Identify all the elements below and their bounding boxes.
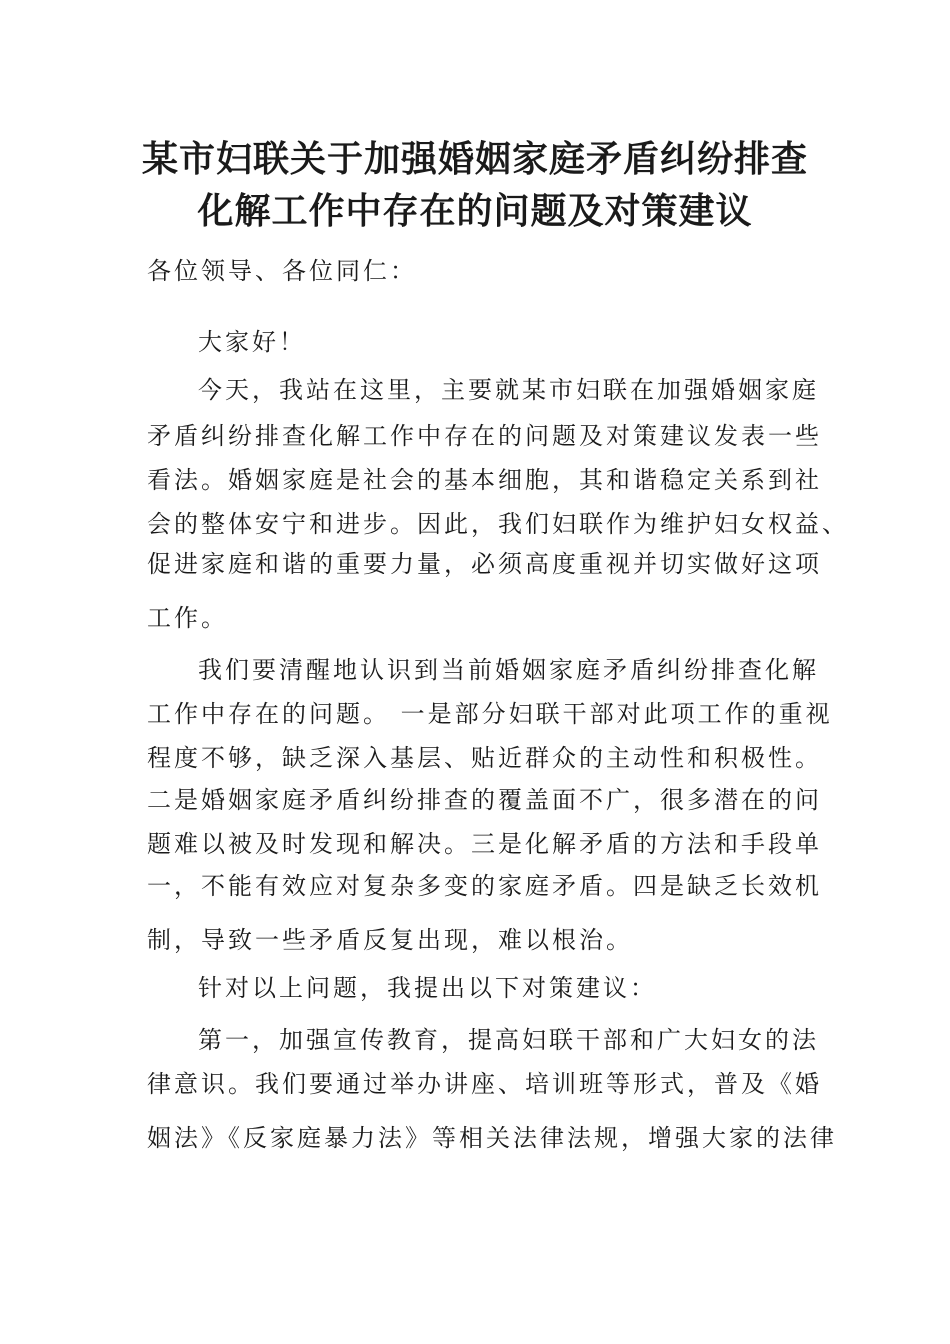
- paragraph-1-line-3: 看法。婚姻家庭是社会的基本细胞，其和谐稳定关系到社: [147, 466, 822, 494]
- paragraph-2-line-6: 一，不能有效应对复杂多变的家庭矛盾。四是缺乏长效机: [147, 872, 822, 900]
- salutation: 各位领导、各位同仁：: [147, 257, 417, 285]
- paragraph-1-line-6: 工作。: [147, 604, 228, 632]
- paragraph-1-line-4: 会的整体安宁和进步。因此，我们妇联作为维护妇女权益、: [147, 510, 849, 538]
- paragraph-2-line-2: 工作中存在的问题。 一是部分妇联干部对此项工作的重视: [147, 700, 833, 728]
- paragraph-1-line-5: 促进家庭和谐的重要力量，必须高度重视并切实做好这项: [147, 550, 822, 578]
- paragraph-3: 针对以上问题，我提出以下对策建议：: [198, 974, 657, 1002]
- paragraph-2-line-7: 制，导致一些矛盾反复出现，难以根治。: [147, 926, 633, 954]
- document-title-line-2: 化解工作中存在的问题及对策建议: [197, 191, 753, 232]
- paragraph-4-line-3: 姻法》《反家庭暴力法》等相关法律法规，增强大家的法律: [147, 1124, 837, 1152]
- paragraph-2-line-1: 我们要清醒地认识到当前婚姻家庭矛盾纠纷排查化解: [198, 656, 819, 684]
- paragraph-2-line-5: 题难以被及时发现和解决。三是化解矛盾的方法和手段单: [147, 830, 822, 858]
- paragraph-2-line-4: 二是婚姻家庭矛盾纠纷排查的覆盖面不广，很多潜在的问: [147, 786, 822, 814]
- paragraph-4-line-2: 律意识。我们要通过举办讲座、培训班等形式，普及《婚: [147, 1070, 822, 1098]
- paragraph-1-line-2: 矛盾纠纷排查化解工作中存在的问题及对策建议发表一些: [147, 422, 822, 450]
- document-title-line-1: 某市妇联关于加强婚姻家庭矛盾纠纷排查: [141, 139, 808, 180]
- paragraph-2-line-3: 程度不够，缺乏深入基层、贴近群众的主动性和积极性。: [147, 744, 822, 772]
- paragraph-1-line-1: 今天，我站在这里，主要就某市妇联在加强婚姻家庭: [198, 376, 819, 404]
- greeting: 大家好！: [198, 328, 306, 356]
- paragraph-4-line-1: 第一，加强宣传教育，提高妇联干部和广大妇女的法: [198, 1026, 819, 1054]
